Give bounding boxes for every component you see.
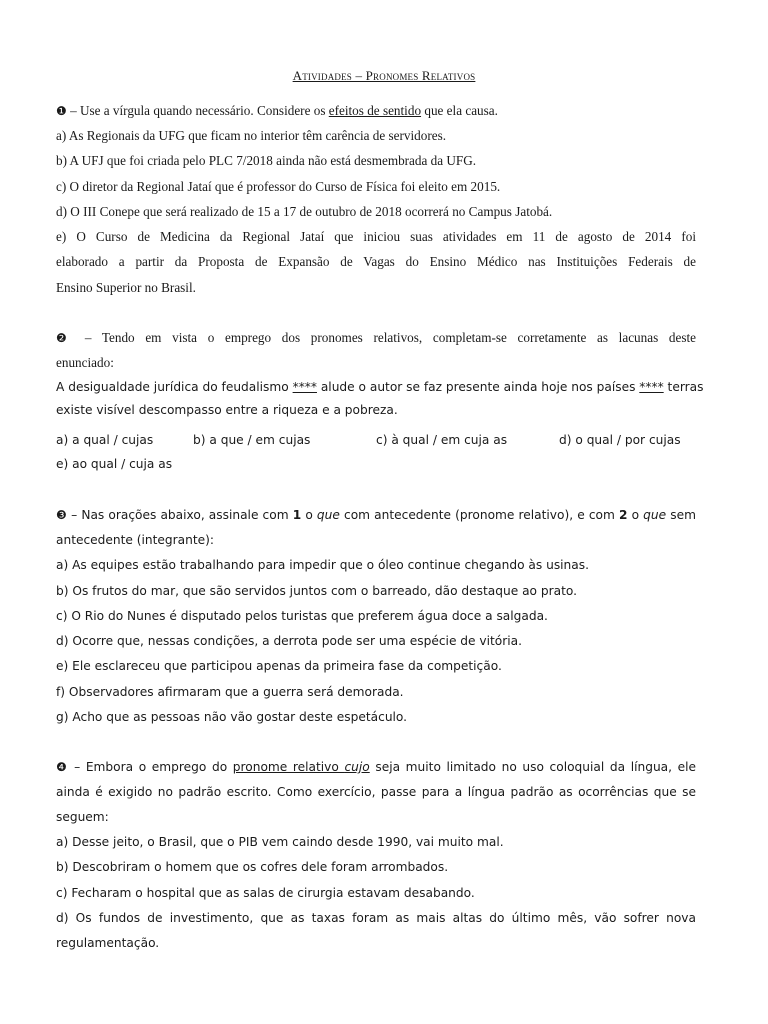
- q2-intro-text: – Tendo em vista o emprego dos pronomes relativos, completam-se corretamente as lacunas deste: [74, 330, 697, 345]
- q1-item-c: c) O diretor da Regional Jataí que é professor do Curso de Física foi eleito em 2015.: [56, 179, 501, 194]
- q3-text-c: com antecedente (pronome relativo), e com: [339, 508, 619, 522]
- q2-sentence-line1: [56, 378, 704, 396]
- q1-intro: [56, 102, 696, 120]
- q2-sentence-a: A desigualdade jurídica do feudalismo: [56, 380, 293, 394]
- q1-item-e-line3: Ensino Superior no Brasil.: [56, 280, 196, 295]
- q2-option-c: c) à qual / em cuja as: [376, 433, 508, 447]
- q4-item-d-line2: regulamentação.: [56, 936, 160, 950]
- q3-number-2: 2: [618, 508, 628, 522]
- q3-text-d: sem: [666, 508, 696, 522]
- q2-option-d: d) o qual / por cujas: [559, 433, 681, 447]
- q1-item-d: d) O III Conepe que será realizado de 15 a 17 de outubro de 2018 ocorrerá no Campus Jatobá.: [56, 204, 553, 219]
- q4-intro-line2: ainda é exigido no padrão escrito. Como exercício, passe para a língua padrão as ocorrências que se: [56, 785, 696, 799]
- q1-intro-b: que ela causa.: [421, 103, 498, 118]
- q2-option-e: e) ao qual / cuja as: [56, 457, 173, 471]
- q3-intro-line2: antecedente (integrante):: [56, 533, 214, 547]
- q4-underline-text: pronome relativo: [232, 760, 345, 774]
- q2-sentence-b: alude o autor se faz presente ainda hoje nos países: [316, 380, 640, 394]
- q1-intro-underline: efeitos de sentido: [328, 103, 422, 118]
- q3-item-e: e) Ele esclareceu que participou apenas da primeira fase da competição.: [56, 659, 502, 673]
- q4-text-b: seja muito limitado no uso coloquial da língua, ele: [369, 760, 697, 774]
- q1-item-e-line1: e) O Curso de Medicina da Regional Jataí que iniciou suas atividades em 11 de agosto de 2014 foi: [56, 229, 696, 244]
- q3-number-1: 1: [292, 508, 302, 522]
- q1-marker-icon: ❶: [56, 104, 67, 118]
- q2-marker-icon: ❷: [56, 331, 75, 345]
- q2-sentence-c: terras: [663, 380, 704, 394]
- q3-intro-line1: [56, 506, 696, 524]
- q2-option-b: b) a que / em cujas: [193, 433, 311, 447]
- q3-que-1: que: [316, 508, 340, 522]
- q4-intro-line3: seguem:: [56, 810, 109, 824]
- q4-item-d-line1: d) Os fundos de investimento, que as taxas foram as mais altas do último mês, vão sofrer nova: [56, 911, 696, 925]
- q3-marker-icon: ❸: [56, 508, 68, 522]
- q1-intro-a: – Use a vírgula quando necessário. Considere os: [66, 103, 329, 118]
- q4-item-c: c) Fecharam o hospital que as salas de cirurgia estavam desabando.: [56, 886, 475, 900]
- q4-item-b: b) Descobriram o homem que os cofres dele foram arrombados.: [56, 860, 449, 874]
- q1-item-b: b) A UFJ que foi criada pelo PLC 7/2018 ainda não está desmembrada da UFG.: [56, 153, 477, 168]
- q3-item-d: d) Ocorre que, nessas condições, a derrota pode ser uma espécie de vitória.: [56, 634, 522, 648]
- q2-option-a: a) a qual / cujas: [56, 433, 154, 447]
- page-title: Atividades – Pronomes Relativos: [292, 68, 476, 83]
- q3-que-2: que: [643, 508, 667, 522]
- q3-item-f: f) Observadores afirmaram que a guerra será demorada.: [56, 685, 404, 699]
- q2-blank-1: ****: [292, 380, 317, 394]
- q3-item-b: b) Os frutos do mar, que são servidos juntos com o barreado, dão destaque ao prato.: [56, 584, 577, 598]
- q1-item-a: a) As Regionais da UFG que ficam no interior têm carência de servidores.: [56, 128, 447, 143]
- q2-blank-2: ****: [639, 380, 664, 394]
- q3-text-b2: o: [627, 508, 644, 522]
- q4-marker-icon: ❹: [56, 760, 69, 774]
- q2-sentence-line2: existe visível descompasso entre a riqueza e a pobreza.: [56, 403, 398, 417]
- q4-item-a: a) Desse jeito, o Brasil, que o PIB vem caindo desde 1990, vai muito mal.: [56, 835, 504, 849]
- q2-intro-line1: [56, 329, 696, 347]
- q3-item-c: c) O Rio do Nunes é disputado pelos turistas que preferem água doce a salgada.: [56, 609, 548, 623]
- q2-intro-line2: enunciado:: [56, 355, 114, 370]
- q4-intro-line1: [56, 758, 696, 776]
- q1-item-e-line2: elaborado a partir da Proposta de Expansão de Vagas do Ensino Médico nas Instituições Federais de: [56, 254, 696, 269]
- q4-cujo: cujo: [344, 760, 370, 774]
- q4-text-a: – Embora o emprego do: [68, 760, 233, 774]
- q3-text-b: o: [301, 508, 317, 522]
- q3-item-a: a) As equipes estão trabalhando para impedir que o óleo continue chegando às usinas.: [56, 558, 589, 572]
- q3-text-a: – Nas orações abaixo, assinale com: [67, 508, 293, 522]
- q3-item-g: g) Acho que as pessoas não vão gostar deste espetáculo.: [56, 710, 408, 724]
